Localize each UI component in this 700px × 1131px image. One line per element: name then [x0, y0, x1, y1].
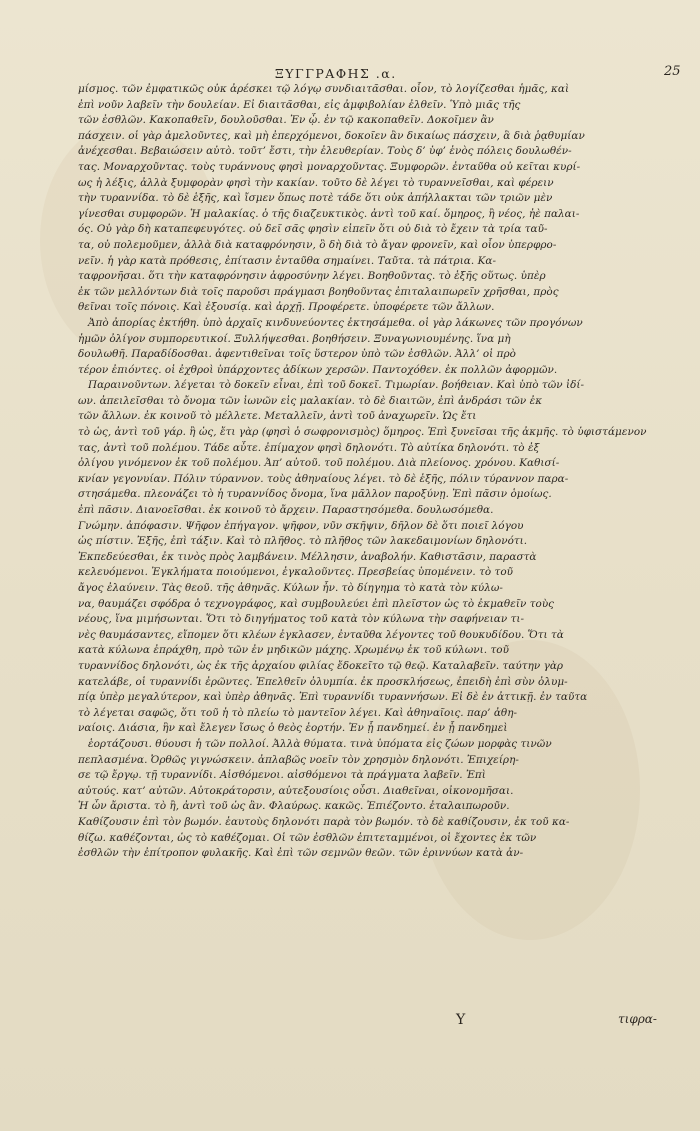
text-line: ὀλίγου γινόμενον ἐκ τοῦ πολέμου. Ἀπ’ αὐτοῦ. τοῦ πολέμου. Διὰ πλείονος. χρόνου. Καθισί-: [78, 457, 560, 470]
text-line: ἄγος ἐλαύνειν. Τὰς θεοῦ. τῆς ἀθηνᾶς. Κύλων ἦν. τὸ δίηγημα τὸ κατὰ τὸν κύλω-: [78, 582, 503, 594]
text-line: ἀνέχεσθαι. Βεβαιώσειν αὐτὸ. τοῦτ’ ἔστι, τὴν ἐλευθερίαν. Τοὺς δ’ ὑφ’ ἑνὸς πόλεις δουλωθέν-: [78, 145, 572, 158]
text-line: κατὰ κύλωνα ἐπράχθη, πρὸ τῶν ἐν μηδικῶν μάχης. Χρωμένῳ ἐκ τοῦ κύλωνι. τοῦ: [78, 644, 509, 657]
text-line: νὲς θαυμάσαντες, εἴπομεν ὅτι κλέων ἐγκλασεν, ἐνταῦθα λέγοντες τοῦ θουκυδίδου. Ὅτι τὰ: [78, 628, 564, 641]
scholia-text-block: [78, 82, 690, 862]
catchword: τιφρα-: [618, 1012, 657, 1026]
text-line: ἑορτάζουσι. θύουσι ἡ τῶν πολλοί. Ἀλλὰ θύματα. τινὰ ὑπόματα εἰς ζώων μορφὰς τινῶν: [88, 737, 552, 750]
text-line: ως ἡ λέξις, ἀλλὰ ξυμφορὰν φησὶ τὴν κακίαν. τοῦτο δὲ λέγει τὸ τυραννεῖσθαι, καὶ φέρειν: [78, 176, 554, 189]
text-line: ων. ἀπειλεῖσθαι τὸ ὄνομα τῶν ἰωνῶν εἰς μαλακίαν. τὸ δὲ διαιτῶν, ἐπὶ ἀνδράσι τῶν ἐκ: [78, 394, 543, 407]
text-line: ἐπὶ νοῦν λαβεῖν τὴν δουλείαν. Εἰ διαιτᾶσθαι, εἰς ἀμφιβολίαν ἐλθεῖν. Ὑπὸ μιᾶς τῆς: [78, 98, 521, 111]
text-line: τὴν τυραννίδα. τὸ δὲ ἑξῆς, καὶ ἴσμεν ὅπως ποτὲ τάδε ὅτι οὐκ ἀπήλλακται τῶν τριῶν μὲν: [78, 192, 553, 205]
text-line: θίζω. καθέζονται, ὡς τὸ καθέζομαι. Οἱ τῶν ἐσθλῶν ἐπιτεταμμένοι, οἱ ἔχοντες ἐκ τῶν: [78, 831, 537, 844]
text-line: κνίαν γεγονυίαν. Πόλιν τύραννον. τοὺς ἀθηναίους λέγει. τὸ δὲ ἑξῆς, πόλιν τύραννον παρα-: [78, 472, 569, 485]
text-line: κελευόμενοι. Ἐγκλήματα ποιούμενοι, ἐγκαλοῦντες. Πρεσβείας ὑπομένειν. τὸ τοῦ: [78, 566, 514, 579]
text-line: στησάμεθα. πλεονάζει τὸ ἡ τυραννίδος ὄνομα, ἵνα μᾶλλον παροξύνῃ. Ἐπὶ πᾶσιν ὁμοίως.: [78, 488, 552, 501]
text-line: πεπλασμένα. Ὀρθῶς γιγνώσκειν. ἀπλαβῶς νοεῖν τὸν χρησμὸν δηλονότι. Ἐπιχείρη-: [78, 753, 519, 766]
text-line: ταφρονῆσαι. ὅτι τὴν καταφρόνησιν ἀφροσύνην λέγει. Βοηθοῦντας. τὸ ἑξῆς οὕτως. ὑπὲρ: [78, 270, 546, 283]
text-line: Γνώμην. ἀπόφασιν. Ψῆφον ἐπήγαγον. ψῆφον, νῦν σκῆψιν, δῆλον δὲ ὅτι ποιεῖ λόγου: [78, 519, 524, 532]
text-line: Καθίζουσιν ἐπὶ τὸν βωμόν. ἑαυτοὺς δηλονότι παρὰ τὸν βωμόν. τὸ δὲ καθίζουσιν, ἐκ τοῦ κα-: [78, 815, 570, 828]
text-line: ἐπὶ πᾶσιν. Διανοεῖσθαι. ἐκ κοινοῦ τὸ ἄρχειν. Παραστησόμεθα. δουλωσόμεθα.: [78, 504, 494, 517]
text-line: τας. Μοναρχοῦντας. τοὺς τυράννους φησὶ μοναρχοῦντας. Ξυμφορῶν. ἐνταῦθα οὐ κεῖται κυρί-: [78, 160, 581, 173]
text-line: αὐτούς. κατ’ αὐτῶν. Αὐτοκράτορσιν, αὐτεξουσίοις οὖσι. Διαθεῖναι, οἰκονομῆσαι.: [78, 784, 514, 797]
text-line: μίσμος. τῶν ἐμφατικῶς οὐκ ἀρέσκει τῷ λόγῳ συνδιαιτᾶσθαι. οἷον, τὸ λογίζεσθαι ἡμᾶς, καὶ: [78, 83, 570, 95]
text-line: νέους, ἵνα μιμήσωνται. Ὅτι τὸ διηγήματος τοῦ κατὰ τὸν κύλωνα τὴν σαφήνειαν τι-: [78, 613, 525, 626]
text-line: Ἀπὸ ἀπορίας ἐκτήθη. ὑπὸ ἀρχαῖς κινδυνεύοντες ἐκτησάμεθα. οἱ γὰρ λάκωνες τῶν προγόνων: [88, 316, 583, 329]
text-line: τυραννίδος δηλονότι, ὡς ἐκ τῆς ἀρχαίου φιλίας ἔδοκεῖτο τῷ θεῷ. Καταλαβεῖν. ταύτην γὰρ: [78, 659, 564, 672]
text-line: ναίοις. Διάσια, ἣν καὶ ἔλεγεν ἴσως ὁ θεὸς ἑορτήν. Ἐν ᾗ πανδημεί. ἐν ᾗ πανδημεὶ: [78, 722, 508, 735]
text-line: ἐκ τῶν μελλόντων διὰ τοῖς παροῦσι πράγμασι βοηθοῦντας ἐπιταλαιπωρεῖν χρῆσθαι, πρὸς: [78, 285, 559, 298]
text-line: νεῖν. ἡ γὰρ κατὰ πρόθεσις, ἐπίτασιν ἐνταῦθα σημαίνει. Ταῦτα. τὰ πάτρια. Κα-: [78, 254, 497, 267]
text-line: τῶν ἄλλων. ἐκ κοινοῦ τὸ μέλλετε. Μεταλλεῖν, ἀντὶ τοῦ ἀναχωρεῖν. Ὡς ἔτι: [78, 410, 477, 423]
text-line: τα, οὐ πολεμοῦμεν, ἀλλὰ διὰ καταφρόνησιν, ὃ δὴ διὰ τὸ ἄγαν φρονεῖν, καὶ οἷον ὑπερφρο-: [78, 238, 557, 251]
text-line: πάσχειν. οἱ γὰρ ἀμελοῦντες, καὶ μὴ ἐπερχόμενοι, δοκοῖεν ἂν δικαίως πάσχειν, ἃ διὰ ῥᾳθυμίαν: [78, 129, 585, 142]
text-line: ἐσθλῶν τὴν ἐπίτροπον φυλακῆς. Καὶ ἐπὶ τῶν σεμνῶν θεῶν. τῶν ἐριννύων κατὰ ἀν-: [78, 847, 524, 860]
text-line: γίνεσθαι συμφορῶν. Ἡ μαλακίας. ὁ τῆς διαζευκτικὸς. ἀντὶ τοῦ καί. ὅμηρος, ἢ νέος, ἠὲ παλαι-: [78, 207, 580, 220]
text-line: δουλωθῆ. Παραδίδοσθαι. ἀφεντιθεῖναι τοῖς ὕστερον ὑπὸ τῶν ἐσθλῶν. Ἀλλ’ οἱ πρὸ: [78, 348, 516, 361]
text-line: θεῖναι τοῖς πόνοις. Καὶ ἐξουσίᾳ. καὶ ἀρχῇ. Προφέρετε. ὑποφέρετε τῶν ἄλλων.: [78, 301, 495, 314]
text-line: τὸ λέγεται σαφῶς, ὅτι τοῦ ἡ τὸ πλείω τὸ μαντεῖον λέγει. Καὶ ἀθηναῖοις. παρ’ ἀθη-: [78, 706, 518, 719]
text-line: τὸ ὡς, ἀντὶ τοῦ γάρ. ἢ ὡς, ἔτι γὰρ (φησὶ ὁ σωφρονισμὸς) ὅμηρος. Ἐπὶ ξυνεῖσαι τῆς ἀκμῆς. τὸ ὑφιστάμενον: [78, 426, 647, 439]
text-line: πίᾳ ὑπὲρ μεγαλύτερον, καὶ ὑπὲρ ἀθηνᾶς. Ἐπὶ τυραννίδι τυραννήσων. Εἰ δὲ ἐν ἀττικῇ. ἐν ταῦτα: [78, 691, 588, 704]
text-line: Παραινοῦντων. λέγεται τὸ δοκεῖν εἶναι, ἐπὶ τοῦ δοκεῖ. Τιμωρίαν. βοήθειαν. Καὶ ὑπὸ τῶν ἰδί-: [88, 379, 585, 392]
text-line: τέρον ἐπιόντες. οἱ ἐχθροὶ ὑπάρχοντες ἀδίκων χερσῶν. Παντοχόθεν. ἐκ πολλῶν ἀφορμῶν.: [78, 363, 558, 376]
text-line: τῶν ἐσθλῶν. Κακοπαθεῖν, δουλοῦσθαι. Ἐν ᾧ. ἐν τῷ κακοπαθεῖν. Δοκοῖμεν ἂν: [78, 114, 494, 127]
printer-signature: Y: [456, 1012, 466, 1028]
text-line: ἡμῶν ὀλίγον συμπορευτικοί. Ξυλλήψεσθαι. βοηθήσειν. Ξυναγωνιουμένης. ἵνα μὴ: [78, 332, 511, 345]
text-line: ός. Οὐ γὰρ δὴ καταπεφευγότες. οὐ δεῖ σᾶς φησὶν εἰπεῖν ὅτι οὐ διὰ τὸ ἔχειν τὰ τρία ταῦ-: [78, 223, 548, 236]
text-line: τας, ἀντὶ τοῦ πολέμου. Τάδε αὖτε. ἐπίμαχον φησὶ δηλονότι. Τὸ αὐτίκα δηλονότι. τὸ ἐξ: [78, 441, 540, 454]
text-line: να, θαυμάζει σφόδρα ὁ τεχνογράφος, καὶ συμβουλεύει ἐπὶ πλεῖστον ὡς τὸ ἐκμαθεῖν τοὺς: [78, 597, 555, 610]
text-line: Ἡ ὧν ἄριστα. τὸ ἢ, ἀντὶ τοῦ ὡς ἂν. Φλαύρως. κακῶς. Ἐπιέζοντο. ἐταλαιπωροῦν.: [78, 800, 510, 813]
text-line: Ἐκπεδεύεσθαι, ἐκ τινὸς πρὸς λαμβάνειν. Μέλλησιν, ἀναβολήν. Καθιστᾶσιν, παραστὰ: [78, 550, 537, 563]
running-head: ΞΥΓΓΡΑΦΗΣ .α.: [275, 66, 397, 81]
text-line: ὡς πίστιν. Ἐξῆς, ἐπὶ τάξιν. Καὶ τὸ πλῆθος. τὸ πλῆθος τῶν λακεδαιμονίων δηλονότι.: [78, 535, 528, 548]
page-number: 25: [664, 64, 681, 79]
text-line: κατελάβε, οἱ τυραννίδι ἐρῶντες. Ἐπελθεῖν ὀλυμπία. ἐκ προσκλήσεως, ἐπειδὴ ἐπὶ σὺν ὀλυμ-: [78, 675, 568, 688]
text-line: σε τῷ ἔργῳ. τῇ τυραννίδι. Αἰσθόμενοι. αἰσθόμενοι τὰ πράγματα λαβεῖν. Ἐπὶ: [78, 769, 486, 782]
